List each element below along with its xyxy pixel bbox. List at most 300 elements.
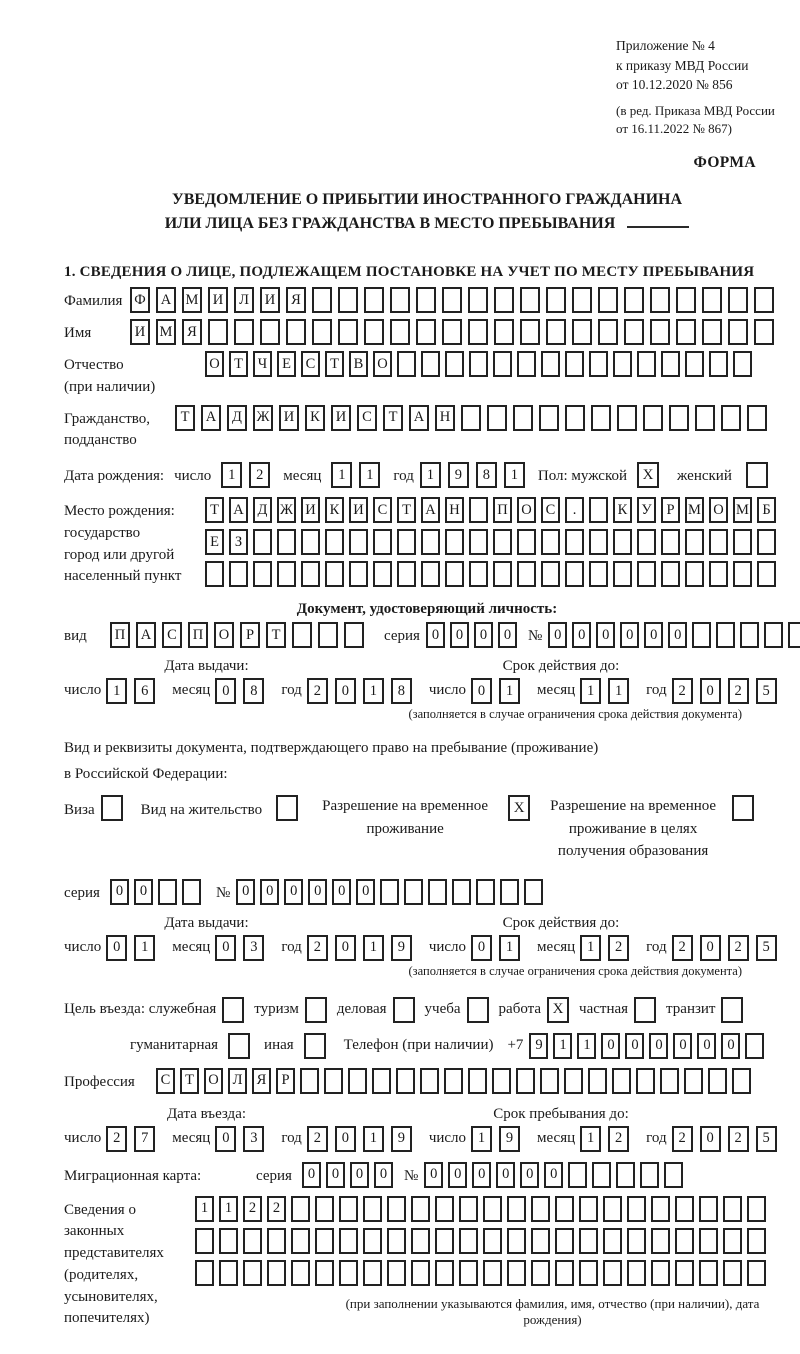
- purpose-tourism-checkbox[interactable]: [305, 997, 327, 1023]
- char-cell[interactable]: [364, 319, 384, 345]
- char-cell[interactable]: [420, 1068, 439, 1094]
- purpose-business-checkbox[interactable]: [393, 997, 415, 1023]
- char-cell[interactable]: [728, 287, 748, 313]
- char-cell[interactable]: М: [685, 497, 704, 523]
- char-cell[interactable]: [589, 497, 608, 523]
- char-cell[interactable]: [315, 1228, 334, 1254]
- char-cell[interactable]: И: [130, 319, 150, 345]
- char-cell[interactable]: Н: [445, 497, 464, 523]
- char-cell[interactable]: [637, 561, 656, 587]
- char-cell[interactable]: [373, 561, 392, 587]
- char-cell[interactable]: [708, 1068, 727, 1094]
- char-cell[interactable]: 0: [474, 622, 493, 648]
- char-cell[interactable]: 0: [332, 879, 351, 905]
- char-cell[interactable]: [546, 287, 566, 313]
- char-cell[interactable]: [260, 319, 280, 345]
- char-cell[interactable]: 0: [335, 678, 356, 704]
- char-cell[interactable]: [541, 351, 560, 377]
- char-cell[interactable]: [531, 1228, 550, 1254]
- char-cell[interactable]: [487, 405, 507, 431]
- char-cell[interactable]: [195, 1260, 214, 1286]
- char-cell[interactable]: 0: [700, 1126, 721, 1152]
- char-cell[interactable]: [555, 1228, 574, 1254]
- char-cell[interactable]: [531, 1260, 550, 1286]
- purpose-private-checkbox[interactable]: [634, 997, 656, 1023]
- char-cell[interactable]: 3: [243, 1126, 264, 1152]
- char-cell[interactable]: Я: [286, 287, 306, 313]
- char-cell[interactable]: 9: [391, 935, 412, 961]
- char-cell[interactable]: 1: [331, 462, 352, 488]
- char-cell[interactable]: [483, 1228, 502, 1254]
- char-cell[interactable]: 2: [728, 678, 749, 704]
- char-cell[interactable]: [291, 1196, 310, 1222]
- char-cell[interactable]: 1: [134, 935, 155, 961]
- char-cell[interactable]: [442, 319, 462, 345]
- char-cell[interactable]: О: [709, 497, 728, 523]
- char-cell[interactable]: Б: [757, 497, 776, 523]
- char-cell[interactable]: [740, 622, 759, 648]
- char-cell[interactable]: 2: [672, 1126, 693, 1152]
- char-cell[interactable]: [208, 319, 228, 345]
- char-cell[interactable]: 1: [471, 1126, 492, 1152]
- char-cell[interactable]: [459, 1228, 478, 1254]
- char-cell[interactable]: [685, 561, 704, 587]
- char-cell[interactable]: 8: [391, 678, 412, 704]
- char-cell[interactable]: 0: [649, 1033, 668, 1059]
- char-cell[interactable]: [664, 1162, 683, 1188]
- char-cell[interactable]: [493, 529, 512, 555]
- char-cell[interactable]: [684, 1068, 703, 1094]
- char-cell[interactable]: [624, 287, 644, 313]
- char-cell[interactable]: [613, 529, 632, 555]
- char-cell[interactable]: 1: [195, 1196, 214, 1222]
- char-cell[interactable]: [541, 529, 560, 555]
- char-cell[interactable]: Н: [435, 405, 455, 431]
- char-cell[interactable]: [373, 529, 392, 555]
- char-cell[interactable]: [339, 1196, 358, 1222]
- char-cell[interactable]: [640, 1162, 659, 1188]
- char-cell[interactable]: [312, 319, 332, 345]
- char-cell[interactable]: 1: [499, 935, 520, 961]
- char-cell[interactable]: [723, 1196, 742, 1222]
- char-cell[interactable]: 0: [302, 1162, 321, 1188]
- char-cell[interactable]: 2: [728, 1126, 749, 1152]
- purpose-transit-checkbox[interactable]: [721, 997, 743, 1023]
- char-cell[interactable]: [603, 1260, 622, 1286]
- char-cell[interactable]: 5: [756, 1126, 777, 1152]
- char-cell[interactable]: [555, 1260, 574, 1286]
- char-cell[interactable]: [428, 879, 447, 905]
- char-cell[interactable]: [651, 1228, 670, 1254]
- char-cell[interactable]: О: [373, 351, 392, 377]
- char-cell[interactable]: И: [349, 497, 368, 523]
- char-cell[interactable]: 2: [249, 462, 270, 488]
- char-cell[interactable]: 0: [356, 879, 375, 905]
- char-cell[interactable]: [699, 1228, 718, 1254]
- char-cell[interactable]: В: [349, 351, 368, 377]
- char-cell[interactable]: Р: [276, 1068, 295, 1094]
- char-cell[interactable]: [709, 351, 728, 377]
- char-cell[interactable]: 0: [721, 1033, 740, 1059]
- char-cell[interactable]: [565, 351, 584, 377]
- char-cell[interactable]: [709, 561, 728, 587]
- char-cell[interactable]: [286, 319, 306, 345]
- char-cell[interactable]: [603, 1196, 622, 1222]
- char-cell[interactable]: [338, 287, 358, 313]
- char-cell[interactable]: [500, 879, 519, 905]
- char-cell[interactable]: И: [279, 405, 299, 431]
- char-cell[interactable]: 0: [625, 1033, 644, 1059]
- char-cell[interactable]: О: [205, 351, 224, 377]
- char-cell[interactable]: [572, 319, 592, 345]
- char-cell[interactable]: [702, 287, 722, 313]
- char-cell[interactable]: 0: [544, 1162, 563, 1188]
- char-cell[interactable]: [363, 1228, 382, 1254]
- char-cell[interactable]: [411, 1260, 430, 1286]
- char-cell[interactable]: Т: [266, 622, 286, 648]
- char-cell[interactable]: 2: [672, 678, 693, 704]
- residence-permit-checkbox[interactable]: [276, 795, 298, 821]
- char-cell[interactable]: [669, 405, 689, 431]
- char-cell[interactable]: [579, 1228, 598, 1254]
- char-cell[interactable]: 2: [307, 935, 328, 961]
- char-cell[interactable]: [344, 622, 364, 648]
- char-cell[interactable]: [757, 529, 776, 555]
- char-cell[interactable]: [205, 561, 224, 587]
- char-cell[interactable]: [469, 351, 488, 377]
- char-cell[interactable]: [598, 319, 618, 345]
- char-cell[interactable]: 0: [215, 678, 236, 704]
- char-cell[interactable]: [728, 319, 748, 345]
- char-cell[interactable]: [624, 319, 644, 345]
- char-cell[interactable]: [627, 1228, 646, 1254]
- char-cell[interactable]: П: [110, 622, 130, 648]
- char-cell[interactable]: 0: [284, 879, 303, 905]
- char-cell[interactable]: Е: [277, 351, 296, 377]
- char-cell[interactable]: [660, 1068, 679, 1094]
- char-cell[interactable]: [516, 1068, 535, 1094]
- char-cell[interactable]: [325, 529, 344, 555]
- char-cell[interactable]: [301, 529, 320, 555]
- char-cell[interactable]: [338, 319, 358, 345]
- char-cell[interactable]: К: [305, 405, 325, 431]
- char-cell[interactable]: [588, 1068, 607, 1094]
- char-cell[interactable]: [716, 622, 735, 648]
- char-cell[interactable]: [651, 1196, 670, 1222]
- char-cell[interactable]: Р: [661, 497, 680, 523]
- char-cell[interactable]: Т: [229, 351, 248, 377]
- char-cell[interactable]: [469, 529, 488, 555]
- char-cell[interactable]: [390, 319, 410, 345]
- char-cell[interactable]: 1: [580, 1126, 601, 1152]
- char-cell[interactable]: 0: [260, 879, 279, 905]
- char-cell[interactable]: Т: [397, 497, 416, 523]
- char-cell[interactable]: [757, 561, 776, 587]
- char-cell[interactable]: [404, 879, 423, 905]
- char-cell[interactable]: [592, 1162, 611, 1188]
- char-cell[interactable]: [292, 622, 312, 648]
- char-cell[interactable]: [387, 1228, 406, 1254]
- char-cell[interactable]: 0: [548, 622, 567, 648]
- char-cell[interactable]: 1: [608, 678, 629, 704]
- char-cell[interactable]: 0: [134, 879, 153, 905]
- char-cell[interactable]: 1: [359, 462, 380, 488]
- char-cell[interactable]: П: [188, 622, 208, 648]
- char-cell[interactable]: [541, 561, 560, 587]
- char-cell[interactable]: [444, 1068, 463, 1094]
- sex-female-checkbox[interactable]: [746, 462, 768, 488]
- char-cell[interactable]: [243, 1260, 262, 1286]
- char-cell[interactable]: О: [204, 1068, 223, 1094]
- char-cell[interactable]: 2: [307, 678, 328, 704]
- char-cell[interactable]: 2: [243, 1196, 262, 1222]
- char-cell[interactable]: [349, 561, 368, 587]
- char-cell[interactable]: 2: [608, 935, 629, 961]
- char-cell[interactable]: [435, 1260, 454, 1286]
- char-cell[interactable]: [675, 1260, 694, 1286]
- char-cell[interactable]: [483, 1260, 502, 1286]
- char-cell[interactable]: [617, 405, 637, 431]
- char-cell[interactable]: 0: [110, 879, 129, 905]
- char-cell[interactable]: [507, 1196, 526, 1222]
- char-cell[interactable]: [661, 529, 680, 555]
- char-cell[interactable]: 1: [221, 462, 242, 488]
- char-cell[interactable]: О: [214, 622, 234, 648]
- char-cell[interactable]: С: [156, 1068, 175, 1094]
- char-cell[interactable]: [637, 351, 656, 377]
- char-cell[interactable]: [468, 287, 488, 313]
- char-cell[interactable]: 0: [308, 879, 327, 905]
- char-cell[interactable]: 0: [620, 622, 639, 648]
- purpose-work-checkbox[interactable]: X: [547, 997, 569, 1023]
- char-cell[interactable]: [300, 1068, 319, 1094]
- char-cell[interactable]: [579, 1196, 598, 1222]
- char-cell[interactable]: [603, 1228, 622, 1254]
- char-cell[interactable]: К: [325, 497, 344, 523]
- char-cell[interactable]: 0: [700, 935, 721, 961]
- char-cell[interactable]: [397, 351, 416, 377]
- char-cell[interactable]: [589, 561, 608, 587]
- visa-checkbox[interactable]: [101, 795, 123, 821]
- char-cell[interactable]: [229, 561, 248, 587]
- char-cell[interactable]: [339, 1260, 358, 1286]
- char-cell[interactable]: [277, 561, 296, 587]
- char-cell[interactable]: [627, 1260, 646, 1286]
- char-cell[interactable]: С: [541, 497, 560, 523]
- char-cell[interactable]: [461, 405, 481, 431]
- char-cell[interactable]: К: [613, 497, 632, 523]
- char-cell[interactable]: А: [201, 405, 221, 431]
- char-cell[interactable]: [589, 529, 608, 555]
- char-cell[interactable]: 0: [335, 1126, 356, 1152]
- char-cell[interactable]: Д: [253, 497, 272, 523]
- char-cell[interactable]: [568, 1162, 587, 1188]
- char-cell[interactable]: [733, 351, 752, 377]
- char-cell[interactable]: [612, 1068, 631, 1094]
- char-cell[interactable]: [564, 1068, 583, 1094]
- char-cell[interactable]: [469, 497, 488, 523]
- char-cell[interactable]: [723, 1228, 742, 1254]
- char-cell[interactable]: [158, 879, 177, 905]
- char-cell[interactable]: 0: [448, 1162, 467, 1188]
- char-cell[interactable]: А: [156, 287, 176, 313]
- char-cell[interactable]: [318, 622, 338, 648]
- char-cell[interactable]: [459, 1196, 478, 1222]
- sex-male-checkbox[interactable]: X: [637, 462, 659, 488]
- char-cell[interactable]: [390, 287, 410, 313]
- char-cell[interactable]: [676, 287, 696, 313]
- char-cell[interactable]: [219, 1260, 238, 1286]
- char-cell[interactable]: О: [517, 497, 536, 523]
- char-cell[interactable]: М: [733, 497, 752, 523]
- char-cell[interactable]: 2: [608, 1126, 629, 1152]
- char-cell[interactable]: [459, 1260, 478, 1286]
- char-cell[interactable]: [507, 1228, 526, 1254]
- char-cell[interactable]: Ж: [253, 405, 273, 431]
- char-cell[interactable]: И: [208, 287, 228, 313]
- char-cell[interactable]: [195, 1228, 214, 1254]
- char-cell[interactable]: [531, 1196, 550, 1222]
- char-cell[interactable]: 5: [756, 678, 777, 704]
- char-cell[interactable]: 0: [350, 1162, 369, 1188]
- char-cell[interactable]: 0: [472, 1162, 491, 1188]
- char-cell[interactable]: 1: [363, 1126, 384, 1152]
- char-cell[interactable]: 1: [580, 678, 601, 704]
- char-cell[interactable]: 1: [219, 1196, 238, 1222]
- char-cell[interactable]: 1: [420, 462, 441, 488]
- char-cell[interactable]: [721, 405, 741, 431]
- char-cell[interactable]: [754, 319, 774, 345]
- char-cell[interactable]: 9: [448, 462, 469, 488]
- char-cell[interactable]: [416, 287, 436, 313]
- char-cell[interactable]: [540, 1068, 559, 1094]
- char-cell[interactable]: [277, 529, 296, 555]
- char-cell[interactable]: [709, 529, 728, 555]
- char-cell[interactable]: [685, 351, 704, 377]
- char-cell[interactable]: 0: [668, 622, 687, 648]
- char-cell[interactable]: [324, 1068, 343, 1094]
- char-cell[interactable]: 0: [498, 622, 517, 648]
- char-cell[interactable]: 0: [374, 1162, 393, 1188]
- char-cell[interactable]: [476, 879, 495, 905]
- char-cell[interactable]: Т: [383, 405, 403, 431]
- char-cell[interactable]: Т: [175, 405, 195, 431]
- char-cell[interactable]: С: [373, 497, 392, 523]
- char-cell[interactable]: [685, 529, 704, 555]
- char-cell[interactable]: 0: [215, 935, 236, 961]
- char-cell[interactable]: [494, 287, 514, 313]
- char-cell[interactable]: 1: [499, 678, 520, 704]
- purpose-study-checkbox[interactable]: [467, 997, 489, 1023]
- char-cell[interactable]: [745, 1033, 764, 1059]
- char-cell[interactable]: [524, 879, 543, 905]
- char-cell[interactable]: 3: [243, 935, 264, 961]
- char-cell[interactable]: [546, 319, 566, 345]
- char-cell[interactable]: [243, 1228, 262, 1254]
- char-cell[interactable]: [702, 319, 722, 345]
- char-cell[interactable]: [692, 622, 711, 648]
- char-cell[interactable]: [219, 1228, 238, 1254]
- char-cell[interactable]: [747, 405, 767, 431]
- char-cell[interactable]: 8: [243, 678, 264, 704]
- char-cell[interactable]: [675, 1196, 694, 1222]
- char-cell[interactable]: У: [637, 497, 656, 523]
- char-cell[interactable]: Т: [205, 497, 224, 523]
- char-cell[interactable]: Ф: [130, 287, 150, 313]
- char-cell[interactable]: [572, 287, 592, 313]
- char-cell[interactable]: [396, 1068, 415, 1094]
- char-cell[interactable]: Ж: [277, 497, 296, 523]
- char-cell[interactable]: 1: [504, 462, 525, 488]
- char-cell[interactable]: [661, 561, 680, 587]
- char-cell[interactable]: 2: [672, 935, 693, 961]
- char-cell[interactable]: [695, 405, 715, 431]
- char-cell[interactable]: С: [301, 351, 320, 377]
- char-cell[interactable]: Д: [227, 405, 247, 431]
- char-cell[interactable]: [291, 1260, 310, 1286]
- char-cell[interactable]: 0: [236, 879, 255, 905]
- char-cell[interactable]: 9: [499, 1126, 520, 1152]
- char-cell[interactable]: [315, 1260, 334, 1286]
- char-cell[interactable]: 2: [307, 1126, 328, 1152]
- char-cell[interactable]: М: [182, 287, 202, 313]
- char-cell[interactable]: 1: [577, 1033, 596, 1059]
- char-cell[interactable]: [416, 319, 436, 345]
- char-cell[interactable]: А: [229, 497, 248, 523]
- char-cell[interactable]: [747, 1196, 766, 1222]
- char-cell[interactable]: [699, 1196, 718, 1222]
- char-cell[interactable]: [723, 1260, 742, 1286]
- char-cell[interactable]: 0: [471, 935, 492, 961]
- char-cell[interactable]: [339, 1228, 358, 1254]
- char-cell[interactable]: [650, 287, 670, 313]
- char-cell[interactable]: 2: [728, 935, 749, 961]
- char-cell[interactable]: [676, 319, 696, 345]
- char-cell[interactable]: [636, 1068, 655, 1094]
- char-cell[interactable]: [788, 622, 800, 648]
- char-cell[interactable]: [565, 561, 584, 587]
- char-cell[interactable]: [349, 529, 368, 555]
- char-cell[interactable]: [301, 561, 320, 587]
- char-cell[interactable]: 0: [520, 1162, 539, 1188]
- char-cell[interactable]: [445, 351, 464, 377]
- char-cell[interactable]: 8: [476, 462, 497, 488]
- char-cell[interactable]: [764, 622, 783, 648]
- char-cell[interactable]: [397, 529, 416, 555]
- char-cell[interactable]: П: [493, 497, 512, 523]
- char-cell[interactable]: [651, 1260, 670, 1286]
- char-cell[interactable]: А: [421, 497, 440, 523]
- char-cell[interactable]: 6: [134, 678, 155, 704]
- char-cell[interactable]: [517, 529, 536, 555]
- char-cell[interactable]: [442, 287, 462, 313]
- char-cell[interactable]: Р: [240, 622, 260, 648]
- char-cell[interactable]: [520, 287, 540, 313]
- char-cell[interactable]: 0: [700, 678, 721, 704]
- char-cell[interactable]: [507, 1260, 526, 1286]
- char-cell[interactable]: [616, 1162, 635, 1188]
- char-cell[interactable]: 0: [673, 1033, 692, 1059]
- char-cell[interactable]: [411, 1228, 430, 1254]
- char-cell[interactable]: 0: [596, 622, 615, 648]
- char-cell[interactable]: 1: [363, 935, 384, 961]
- char-cell[interactable]: [182, 879, 201, 905]
- char-cell[interactable]: [637, 529, 656, 555]
- char-cell[interactable]: [291, 1228, 310, 1254]
- char-cell[interactable]: [747, 1228, 766, 1254]
- char-cell[interactable]: 0: [450, 622, 469, 648]
- char-cell[interactable]: М: [156, 319, 176, 345]
